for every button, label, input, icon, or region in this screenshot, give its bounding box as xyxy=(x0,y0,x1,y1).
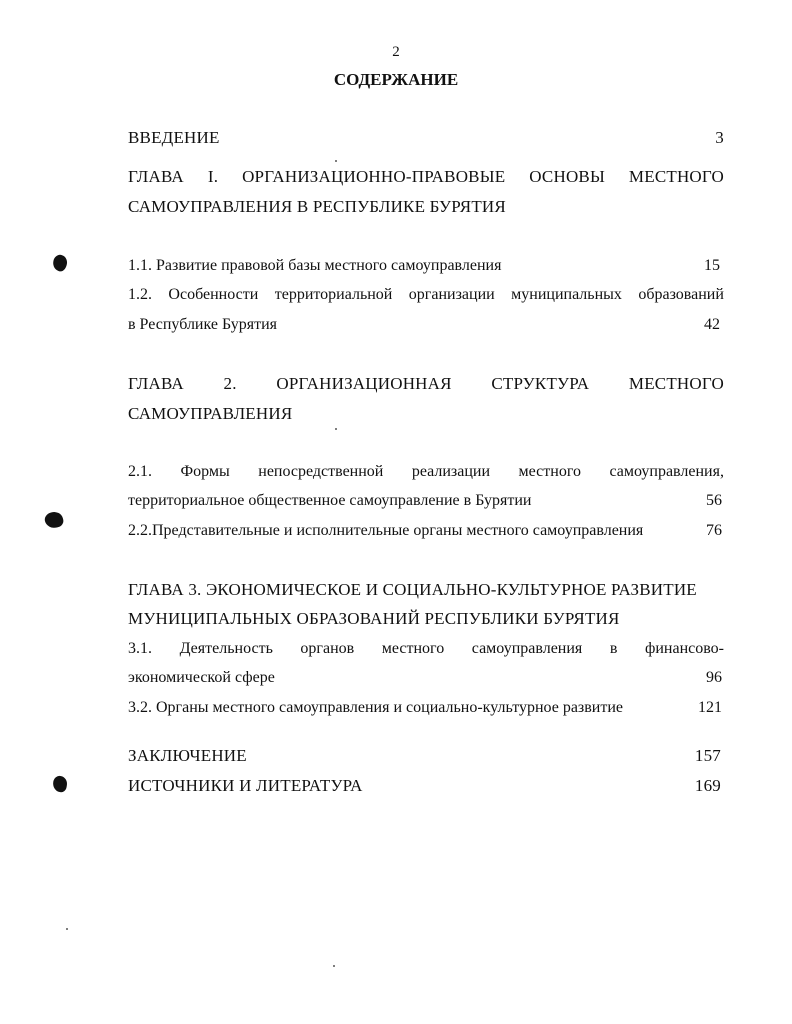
word: ОРГАНИЗАЦИОННАЯ xyxy=(276,374,452,393)
word: реализации xyxy=(411,463,491,480)
scan-speck xyxy=(335,428,337,430)
word: органов xyxy=(300,640,355,657)
toc-section-2-1-line1 xyxy=(128,463,724,481)
word: СТРУКТУРА xyxy=(491,374,590,393)
word: местного xyxy=(518,463,581,480)
toc-section-3-2-label: 3.2. Органы местного самоуправления и социально-культурное развитие xyxy=(128,699,624,716)
word: Деятельность xyxy=(179,640,273,657)
word: ГЛАВА xyxy=(128,167,184,186)
word: ОСНОВЫ xyxy=(529,167,605,186)
toc-section-2-1-line2: территориальное общественное самоуправление в Бурятии xyxy=(128,492,532,509)
toc-section-1-2-line1 xyxy=(128,286,724,304)
word: местного xyxy=(381,640,445,657)
word: территориальной xyxy=(274,286,393,303)
toc-section-1-2-page: 42 xyxy=(704,316,720,333)
scan-hole-mark xyxy=(51,253,70,273)
toc-section-2-2-page: 76 xyxy=(706,522,722,539)
word: муниципальных xyxy=(511,286,622,303)
toc-section-1-2-line2: в Республике Бурятия xyxy=(128,316,278,333)
toc-section-1-1-page: 15 xyxy=(704,257,720,274)
word: I. xyxy=(207,167,219,186)
scan-speck xyxy=(335,160,337,162)
word: 2. xyxy=(223,374,237,393)
word: организации xyxy=(408,286,495,303)
toc-conclusion-page: 157 xyxy=(694,746,721,765)
word: 2.1. xyxy=(128,463,152,480)
word: 1.2. xyxy=(128,286,152,303)
toc-section-3-1-page: 96 xyxy=(706,669,722,686)
toc-conclusion-label: ЗАКЛЮЧЕНИЕ xyxy=(128,746,247,765)
toc-sources-label: ИСТОЧНИКИ И ЛИТЕРАТУРА xyxy=(128,776,363,795)
scan-speck xyxy=(66,928,68,930)
scan-speck xyxy=(333,965,335,967)
word: самоуправления xyxy=(471,640,583,657)
toc-section-3-1-line2: экономической сфере xyxy=(128,669,275,686)
toc-intro-page: 3 xyxy=(715,128,724,147)
word: МЕСТНОГО xyxy=(628,167,724,186)
toc-section-1-1-label: 1.1. Развитие правовой базы местного самоуправления xyxy=(128,257,502,274)
toc-chapter1-heading-line1 xyxy=(128,167,724,187)
word: Особенности xyxy=(168,286,259,303)
toc-section-3-2-page: 121 xyxy=(698,699,722,716)
page-number: 2 xyxy=(392,44,400,60)
toc-chapter3-heading-line2: МУНИЦИПАЛЬНЫХ ОБРАЗОВАНИЙ РЕСПУБЛИКИ БУРЯТИЯ xyxy=(128,609,620,628)
scan-hole-mark xyxy=(52,775,69,793)
toc-chapter2-heading-line2: САМОУПРАВЛЕНИЯ xyxy=(128,404,293,423)
word: самоуправления, xyxy=(609,463,724,480)
page-title: СОДЕРЖАНИЕ xyxy=(333,70,459,89)
toc-intro-label: ВВЕДЕНИЕ xyxy=(128,128,220,147)
word: финансово- xyxy=(644,640,724,657)
word: МЕСТНОГО xyxy=(628,374,724,393)
toc-section-2-1-page: 56 xyxy=(706,492,722,509)
toc-section-3-1-line1 xyxy=(128,640,724,658)
word: Формы xyxy=(180,463,230,480)
word: непосредственной xyxy=(258,463,384,480)
toc-chapter3-heading-line1: ГЛАВА 3. ЭКОНОМИЧЕСКОЕ И СОЦИАЛЬНО-КУЛЬТУРНОЕ РАЗВИТИЕ xyxy=(128,580,697,599)
toc-chapter1-heading-line2: САМОУПРАВЛЕНИЯ В РЕСПУБЛИКЕ БУРЯТИЯ xyxy=(128,197,506,216)
toc-sources-page: 169 xyxy=(694,776,721,795)
word: ОРГАНИЗАЦИОННО-ПРАВОВЫЕ xyxy=(242,167,506,186)
word: 3.1. xyxy=(128,640,152,657)
toc-section-2-2-label: 2.2.Представительные и исполнительные органы местного самоуправления xyxy=(128,522,644,539)
word: образований xyxy=(638,286,724,303)
scan-hole-mark xyxy=(43,510,65,530)
word: ГЛАВА xyxy=(128,374,184,393)
word: в xyxy=(609,640,618,657)
toc-chapter2-heading-line1 xyxy=(128,374,724,394)
